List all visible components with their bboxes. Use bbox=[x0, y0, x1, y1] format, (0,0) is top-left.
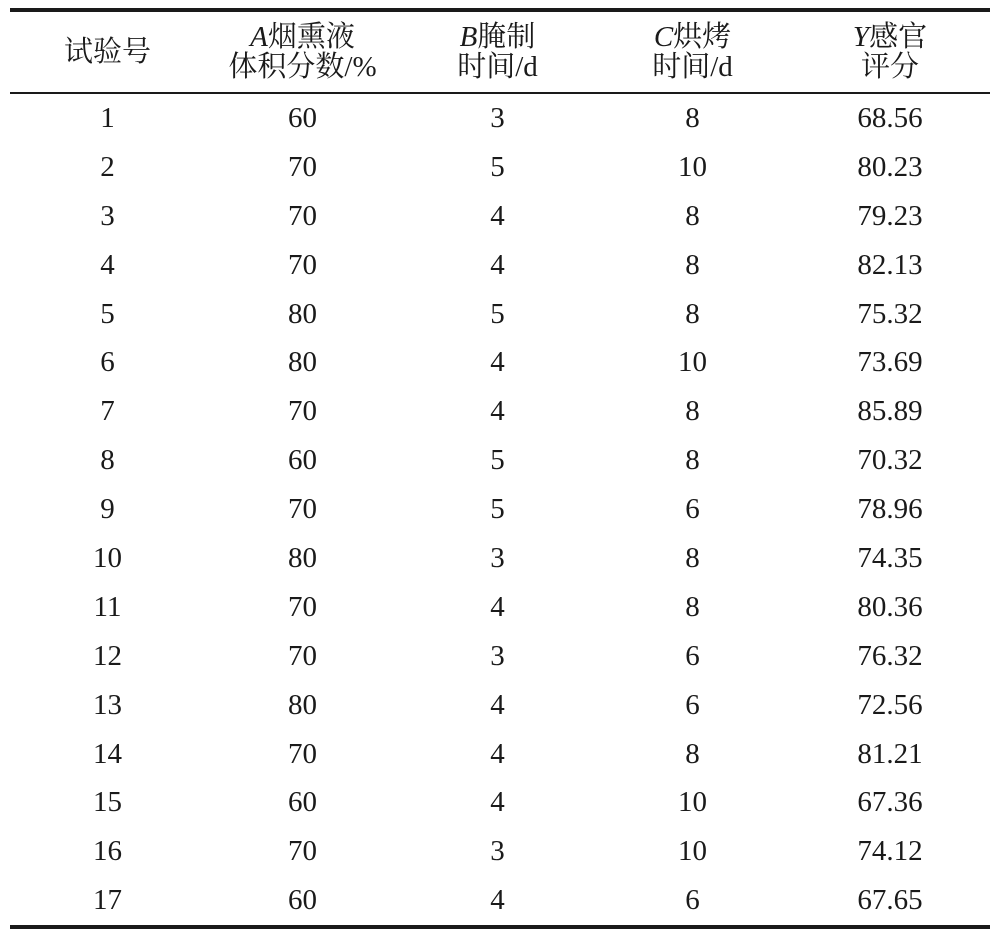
cell-sensory-score: 78.96 bbox=[857, 493, 923, 526]
header-factor-a bbox=[205, 12, 400, 92]
cell-smoke-liquid-volume: 70 bbox=[288, 737, 317, 770]
header-factor-b bbox=[400, 12, 595, 92]
cell-trial-number: 13 bbox=[93, 688, 122, 721]
experiment-table-body bbox=[10, 94, 990, 925]
table-row bbox=[10, 876, 990, 925]
cell-trial-number: 14 bbox=[93, 737, 122, 770]
header-factor-c-line1: 烘烤 bbox=[673, 21, 732, 53]
header-factor-c-line2: 时间/d bbox=[652, 51, 733, 83]
cell-smoke-liquid-volume: 80 bbox=[288, 346, 317, 379]
cell-smoke-liquid-volume: 60 bbox=[288, 101, 317, 134]
cell-smoke-liquid-volume: 60 bbox=[288, 786, 317, 819]
cell-trial-number: 4 bbox=[100, 248, 115, 281]
table-row bbox=[10, 192, 990, 241]
cell-baking-time: 8 bbox=[685, 541, 700, 574]
cell-curing-time: 3 bbox=[490, 541, 505, 574]
cell-baking-time: 10 bbox=[678, 786, 707, 819]
table-row bbox=[10, 338, 990, 387]
cell-trial-number: 8 bbox=[100, 444, 115, 477]
cell-curing-time: 4 bbox=[490, 590, 505, 623]
cell-smoke-liquid-volume: 80 bbox=[288, 541, 317, 574]
table-row bbox=[10, 681, 990, 730]
header-factor-a-line1: 烟熏液 bbox=[267, 21, 355, 53]
cell-curing-time: 4 bbox=[490, 786, 505, 819]
cell-sensory-score: 74.35 bbox=[857, 541, 923, 574]
cell-baking-time: 6 bbox=[685, 688, 700, 721]
cell-trial-number: 1 bbox=[100, 101, 115, 134]
table-row bbox=[10, 143, 990, 192]
cell-trial-number: 17 bbox=[93, 884, 122, 917]
cell-curing-time: 3 bbox=[490, 101, 505, 134]
cell-smoke-liquid-volume: 70 bbox=[288, 248, 317, 281]
table-row bbox=[10, 94, 990, 143]
cell-baking-time: 8 bbox=[685, 248, 700, 281]
cell-sensory-score: 68.56 bbox=[857, 101, 923, 134]
cell-sensory-score: 80.23 bbox=[857, 150, 923, 183]
cell-baking-time: 8 bbox=[685, 590, 700, 623]
data-table-container bbox=[10, 8, 990, 929]
cell-trial-number: 2 bbox=[100, 150, 115, 183]
table-body bbox=[10, 94, 990, 925]
cell-sensory-score: 81.21 bbox=[857, 737, 923, 770]
cell-trial-number: 16 bbox=[93, 835, 122, 868]
cell-smoke-liquid-volume: 70 bbox=[288, 493, 317, 526]
header-trial-number bbox=[10, 12, 205, 92]
table-row bbox=[10, 827, 990, 876]
cell-smoke-liquid-volume: 70 bbox=[288, 199, 317, 232]
cell-sensory-score: 79.23 bbox=[857, 199, 923, 232]
table-row bbox=[10, 632, 990, 681]
cell-trial-number: 7 bbox=[100, 395, 115, 428]
cell-curing-time: 5 bbox=[490, 297, 505, 330]
cell-curing-time: 4 bbox=[490, 884, 505, 917]
header-factor-c-var: C bbox=[653, 21, 674, 53]
cell-sensory-score: 72.56 bbox=[857, 688, 923, 721]
cell-curing-time: 3 bbox=[490, 639, 505, 672]
cell-curing-time: 5 bbox=[490, 493, 505, 526]
cell-curing-time: 5 bbox=[490, 444, 505, 477]
header-trial-number-label: 试验号 bbox=[63, 36, 151, 68]
header-factor-a-line2: 体积分数/% bbox=[228, 51, 377, 83]
table-row bbox=[10, 534, 990, 583]
cell-curing-time: 4 bbox=[490, 248, 505, 281]
cell-smoke-liquid-volume: 70 bbox=[288, 150, 317, 183]
table-row bbox=[10, 436, 990, 485]
header-response-y-line2: 评分 bbox=[860, 51, 919, 83]
table-row bbox=[10, 583, 990, 632]
cell-baking-time: 10 bbox=[678, 835, 707, 868]
experiment-table bbox=[10, 12, 990, 92]
cell-trial-number: 9 bbox=[100, 493, 115, 526]
cell-baking-time: 8 bbox=[685, 297, 700, 330]
cell-smoke-liquid-volume: 80 bbox=[288, 297, 317, 330]
cell-sensory-score: 82.13 bbox=[857, 248, 923, 281]
cell-smoke-liquid-volume: 70 bbox=[288, 590, 317, 623]
cell-sensory-score: 70.32 bbox=[857, 444, 923, 477]
cell-smoke-liquid-volume: 80 bbox=[288, 688, 317, 721]
cell-curing-time: 4 bbox=[490, 395, 505, 428]
header-factor-b-line2: 时间/d bbox=[457, 51, 538, 83]
cell-baking-time: 8 bbox=[685, 199, 700, 232]
cell-baking-time: 10 bbox=[678, 346, 707, 379]
cell-sensory-score: 85.89 bbox=[857, 395, 923, 428]
cell-baking-time: 6 bbox=[685, 639, 700, 672]
cell-curing-time: 4 bbox=[490, 346, 505, 379]
header-factor-b-var: B bbox=[459, 21, 478, 53]
table-row bbox=[10, 241, 990, 290]
cell-smoke-liquid-volume: 70 bbox=[288, 395, 317, 428]
cell-baking-time: 8 bbox=[685, 101, 700, 134]
cell-curing-time: 5 bbox=[490, 150, 505, 183]
header-response-y-line1: 感官 bbox=[869, 21, 928, 53]
cell-smoke-liquid-volume: 70 bbox=[288, 835, 317, 868]
table-row bbox=[10, 778, 990, 827]
cell-smoke-liquid-volume: 60 bbox=[288, 884, 317, 917]
table-header bbox=[10, 12, 990, 92]
cell-trial-number: 12 bbox=[93, 639, 122, 672]
bottom-rule bbox=[10, 925, 990, 929]
cell-trial-number: 15 bbox=[93, 786, 122, 819]
cell-curing-time: 3 bbox=[490, 835, 505, 868]
cell-sensory-score: 75.32 bbox=[857, 297, 923, 330]
cell-curing-time: 4 bbox=[490, 199, 505, 232]
cell-sensory-score: 67.65 bbox=[857, 884, 923, 917]
cell-sensory-score: 73.69 bbox=[857, 346, 923, 379]
cell-baking-time: 6 bbox=[685, 884, 700, 917]
cell-sensory-score: 74.12 bbox=[857, 835, 923, 868]
table-row bbox=[10, 387, 990, 436]
cell-baking-time: 8 bbox=[685, 737, 700, 770]
table-row bbox=[10, 730, 990, 779]
cell-smoke-liquid-volume: 60 bbox=[288, 444, 317, 477]
cell-trial-number: 10 bbox=[93, 541, 122, 574]
cell-trial-number: 6 bbox=[100, 346, 115, 379]
header-factor-a-var: A bbox=[250, 21, 268, 53]
cell-sensory-score: 76.32 bbox=[857, 639, 923, 672]
header-factor-b-line1: 腌制 bbox=[477, 21, 536, 53]
cell-trial-number: 5 bbox=[100, 297, 115, 330]
cell-sensory-score: 67.36 bbox=[857, 786, 923, 819]
cell-smoke-liquid-volume: 70 bbox=[288, 639, 317, 672]
header-response-y bbox=[790, 12, 990, 92]
header-factor-c bbox=[595, 12, 790, 92]
table-row bbox=[10, 485, 990, 534]
cell-curing-time: 4 bbox=[490, 688, 505, 721]
cell-sensory-score: 80.36 bbox=[857, 590, 923, 623]
table-row bbox=[10, 290, 990, 339]
cell-baking-time: 10 bbox=[678, 150, 707, 183]
cell-baking-time: 8 bbox=[685, 444, 700, 477]
cell-baking-time: 6 bbox=[685, 493, 700, 526]
cell-baking-time: 8 bbox=[685, 395, 700, 428]
cell-trial-number: 3 bbox=[100, 199, 115, 232]
cell-curing-time: 4 bbox=[490, 737, 505, 770]
cell-trial-number: 11 bbox=[93, 590, 122, 623]
header-response-y-var: Y bbox=[852, 21, 870, 53]
